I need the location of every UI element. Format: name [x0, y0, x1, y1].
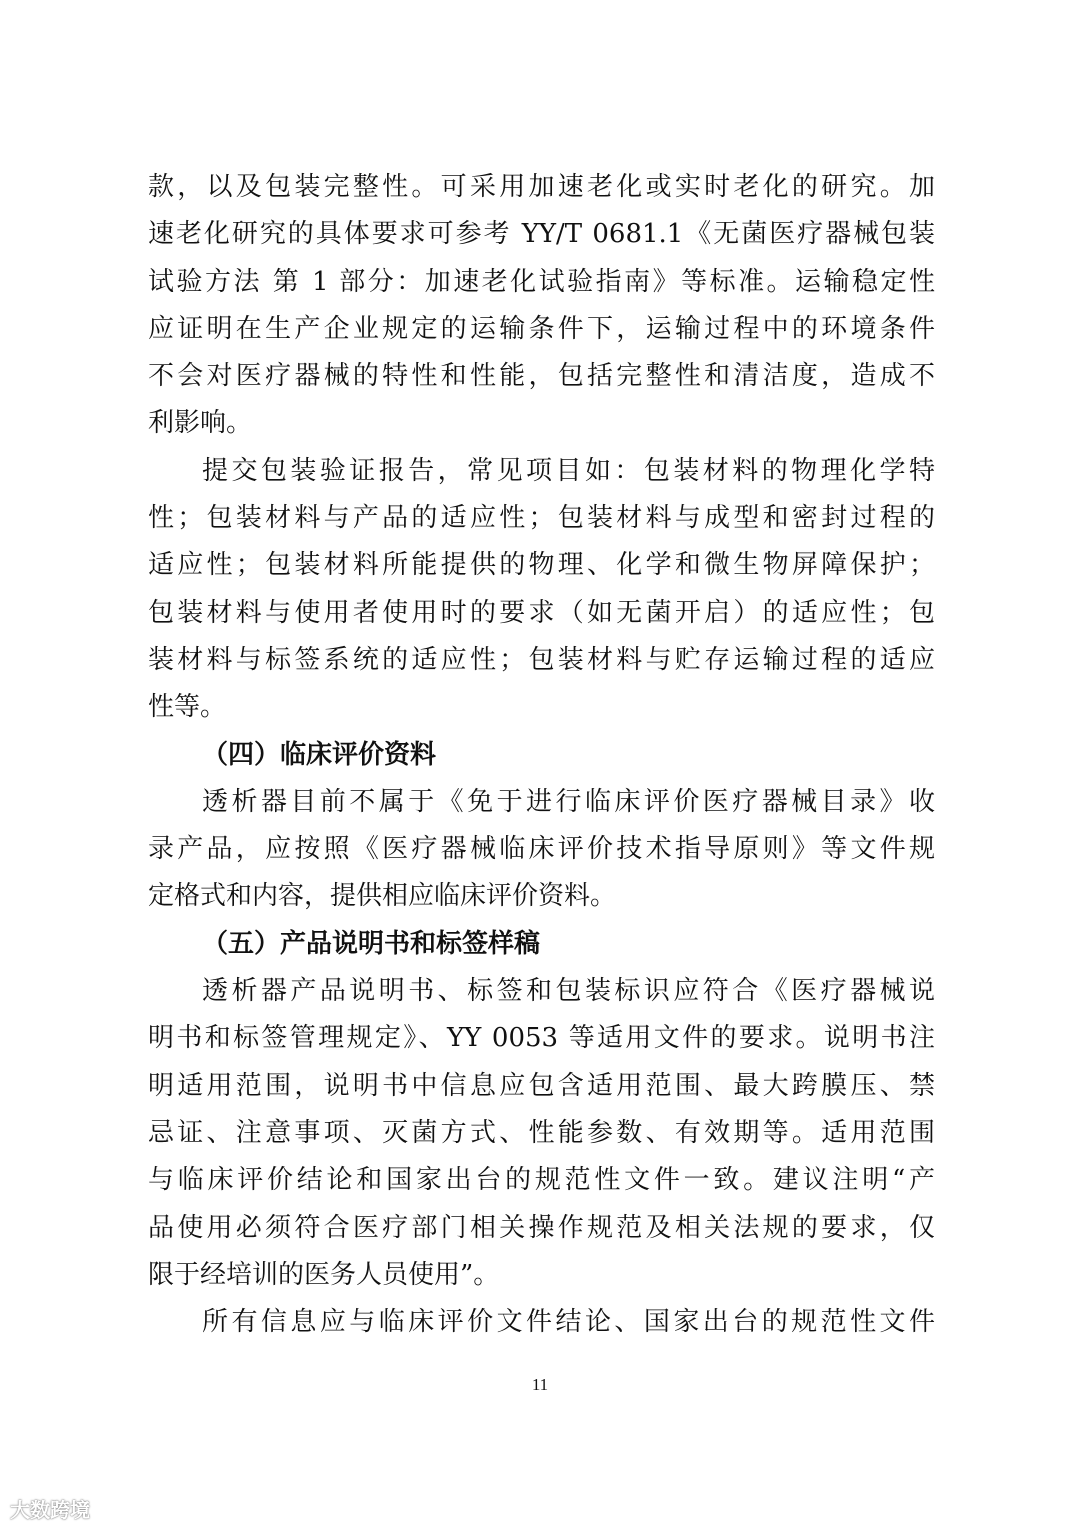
page-number: 11	[531, 1375, 549, 1394]
section-heading: （四）临床评价资料	[202, 739, 437, 770]
paragraph-line: 性等。	[148, 692, 227, 723]
paragraph-line: 款，以及包装完整性。可采用加速老化或实时老化的研究。加	[148, 172, 935, 202]
paragraph-line: 透析器目前不属于《免于进行临床评价医疗器械目录》收	[202, 786, 935, 817]
paragraph-line: 不会对医疗器械的特性和性能，包括完整性和清洁度，造成不	[148, 361, 935, 392]
paragraph-line: 装材料与标签系统的适应性；包装材料与贮存运输过程的适应	[148, 644, 935, 675]
paragraph-line: 应证明在生产企业规定的运输条件下，运输过程中的环境条件	[148, 313, 935, 344]
paragraph-line: 性；包装材料与产品的适应性；包装材料与成型和密封过程的	[148, 503, 935, 534]
paragraph-line: 包装材料与使用者使用时的要求（如无菌开启）的适应性；包	[148, 597, 935, 628]
paragraph-line: 所有信息应与临床评价文件结论、国家出台的规范性文件	[202, 1307, 935, 1338]
paragraph-line: 速老化研究的具体要求可参考 YY/T 0681.1《无菌医疗器械包装	[148, 219, 935, 250]
paragraph-line: 与临床评价结论和国家出台的规范性文件一致。建议注明“产	[148, 1165, 935, 1196]
document-body	[148, 164, 935, 1346]
paragraph-line: 限于经培训的医务人员使用”。	[148, 1259, 500, 1290]
paragraph-line: 明书和标签管理规定》、YY 0053 等适用文件的要求。说明书注	[148, 1023, 935, 1054]
paragraph-line: 忌证、注意事项、灭菌方式、性能参数、有效期等。适用范围	[148, 1117, 935, 1148]
paragraph-line: 录产品，应按照《医疗器械临床评价技术指导原则》等文件规	[148, 834, 935, 865]
watermark-text: 大数跨境	[10, 1498, 90, 1522]
paragraph-line: 明适用范围，说明书中信息应包含适用范围、最大跨膜压、禁	[148, 1070, 935, 1101]
paragraph-line: 提交包装验证报告，常见项目如：包装材料的物理化学特	[202, 455, 935, 486]
watermark-logo	[10, 1494, 90, 1523]
paragraph-line: 定格式和内容，提供相应临床评价资料。	[148, 881, 617, 912]
section-heading: （五）产品说明书和标签样稿	[202, 928, 541, 959]
paragraph-line: 品使用必须符合医疗部门相关操作规范及相关法规的要求，仅	[148, 1212, 935, 1243]
paragraph-line: 试验方法 第 1 部分：加速老化试验指南》等标准。运输稳定性	[148, 266, 935, 297]
paragraph-line: 透析器产品说明书、标签和包装标识应符合《医疗器械说	[202, 976, 935, 1007]
paragraph-line: 适应性；包装材料所能提供的物理、化学和微生物屏障保护；	[148, 550, 935, 581]
paragraph-line: 利影响。	[148, 408, 253, 439]
